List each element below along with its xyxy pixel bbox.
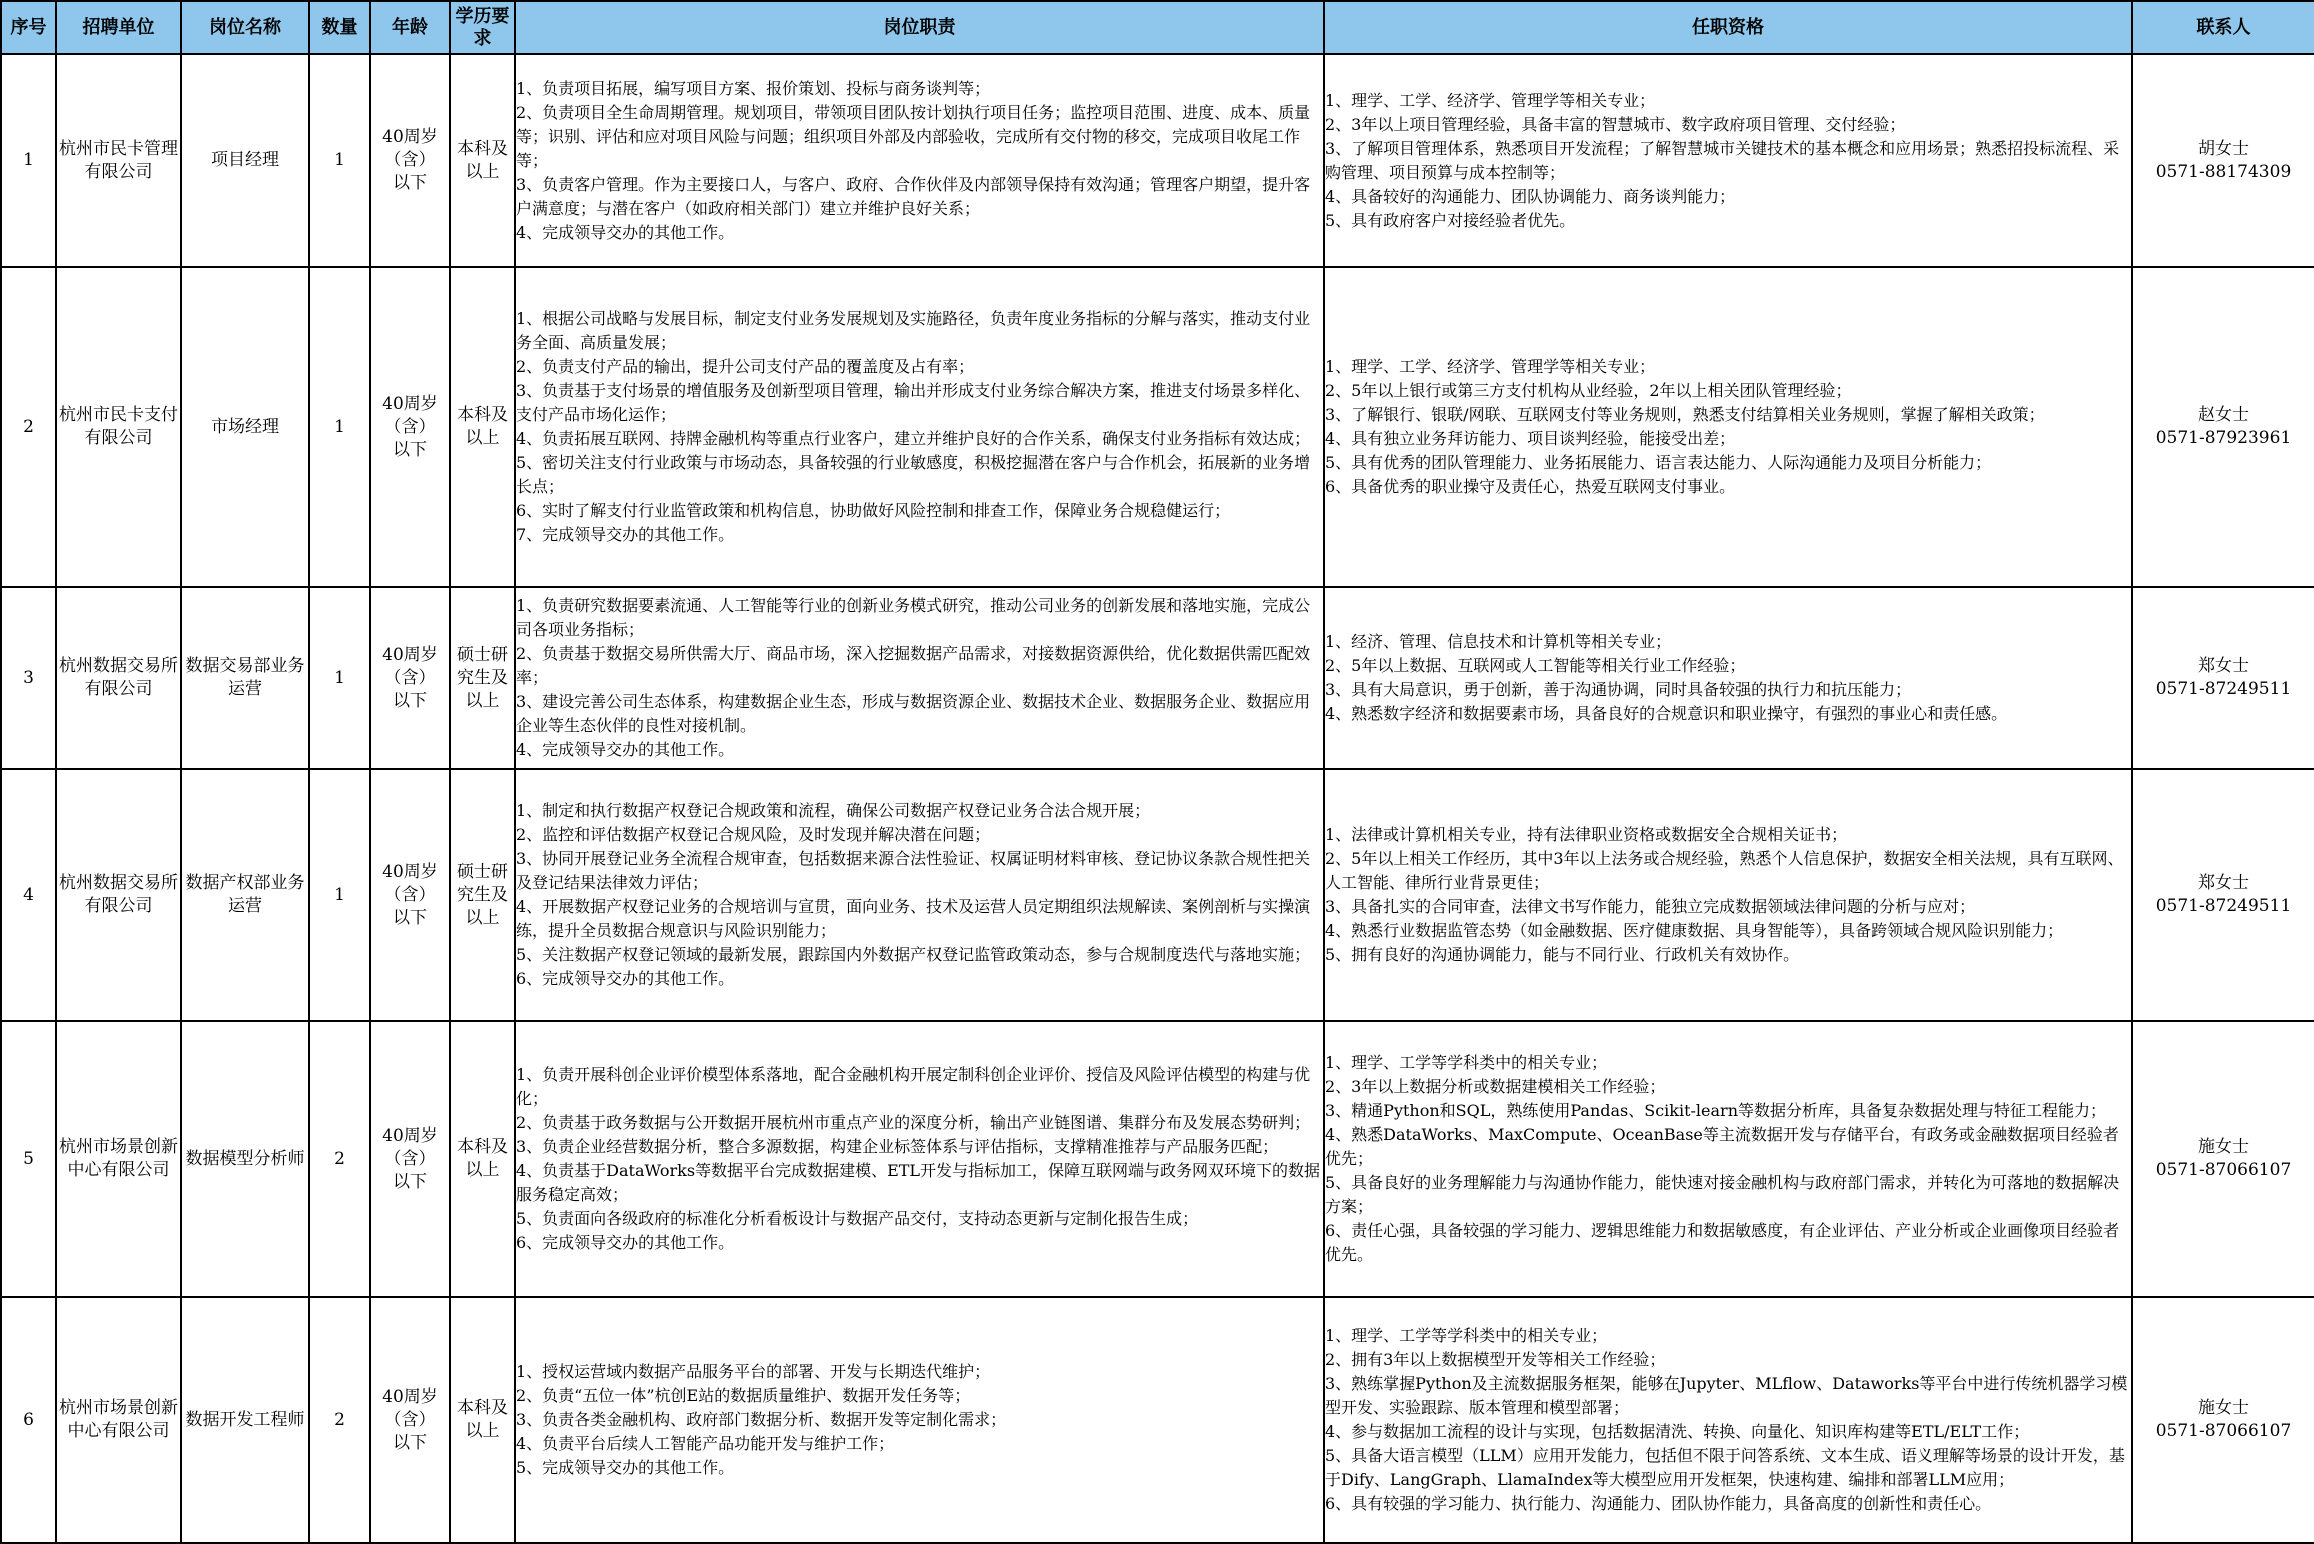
- header-qualifications: 任职资格: [1324, 1, 2132, 54]
- header-education: 学历要求: [450, 1, 515, 54]
- duty-item: 4、负责基于DataWorks等数据平台完成数据建模、ETL开发与指标加工，保障互联网端与政务网双环境下的数据服务稳定高效；: [516, 1161, 1321, 1204]
- qualification-item: 4、具备较好的沟通能力、团队协调能力、商务谈判能力；: [1325, 186, 1736, 206]
- duty-item: 2、监控和评估数据产权登记合规风险，及时发现并解决潜在问题；: [516, 825, 991, 844]
- cell-duties: [515, 1021, 1324, 1297]
- cell-count: 2: [309, 1021, 370, 1297]
- cell-contact: [2132, 587, 2314, 769]
- header-row: [1, 1, 2314, 54]
- table-row: [1, 267, 2314, 587]
- cell-contact: [2132, 267, 2314, 587]
- qualification-item: 2、拥有3年以上数据模型开发等相关工作经验；: [1325, 1350, 1666, 1369]
- table-row: [1, 1297, 2314, 1543]
- header-duties: 岗位职责: [515, 1, 1324, 54]
- qualification-item: 1、经济、管理、信息技术和计算机等相关专业；: [1325, 632, 1672, 651]
- header-count: 数量: [309, 1, 370, 54]
- qualification-item: 6、责任心强，具备较强的学习能力、逻辑思维能力和数据敏感度，有企业评估、产业分析或企业画像项目经验者优先。: [1325, 1221, 2120, 1264]
- cell-seq: 6: [1, 1297, 56, 1543]
- duty-item: 3、负责企业经营数据分析，整合多源数据，构建企业标签体系与评估指标，支撑精准推荐与产品服务匹配；: [516, 1137, 1279, 1156]
- cell-qualifications: [1324, 1297, 2132, 1543]
- duty-item: 5、负责面向各级政府的标准化分析看板设计与数据产品交付，支持动态更新与定制化报告生成；: [516, 1209, 1199, 1228]
- cell-education: 硕士研究生及以上: [450, 587, 515, 769]
- contact-phone: 0571-88174309: [2155, 161, 2292, 182]
- cell-unit: 杭州市场景创新中心有限公司: [56, 1297, 181, 1543]
- cell-education: 硕士研究生及以上: [450, 769, 515, 1021]
- header-seq: 序号: [1, 1, 56, 54]
- cell-position: 数据产权部业务运营: [181, 769, 309, 1021]
- contact-name: 施女士: [2198, 1398, 2249, 1418]
- duty-item: 4、完成领导交办的其他工作。: [516, 222, 735, 242]
- duty-item: 2、负责基于政务数据与公开数据开展杭州市重点产业的深度分析，输出产业链图谱、集群分布及发展态势研判；: [516, 1113, 1311, 1132]
- cell-seq: 2: [1, 267, 56, 587]
- duty-item: 4、负责平台后续人工智能产品功能开发与维护工作；: [516, 1434, 895, 1453]
- cell-seq: 4: [1, 769, 56, 1021]
- contact-name: 郑女士: [2198, 656, 2249, 676]
- header-age: 年龄: [370, 1, 450, 54]
- contact-name: 赵女士: [2198, 405, 2249, 425]
- cell-education: 本科及以上: [450, 1297, 515, 1543]
- cell-contact: [2132, 54, 2314, 267]
- header-unit: 招聘单位: [56, 1, 181, 54]
- cell-position: 市场经理: [181, 267, 309, 587]
- duty-item: 4、开展数据产权登记业务的合规培训与宣贯，面向业务、技术及运营人员定期组织法规解读、案例剖析与实操演练，提升全员数据合规意识与风险识别能力；: [516, 897, 1311, 940]
- cell-count: 1: [309, 267, 370, 587]
- cell-count: 1: [309, 54, 370, 267]
- qualification-item: 2、5年以上银行或第三方支付机构从业经验，2年以上相关团队管理经验；: [1325, 381, 1852, 400]
- duty-item: 6、实时了解支付行业监管政策和机构信息，协助做好风险控制和排查工作，保障业务合规稳健运行；: [516, 501, 1231, 520]
- duty-item: 3、负责客户管理。作为主要接口人，与客户、政府、合作伙伴及内部领导保持有效沟通；管理客户期望，提升客户满意度；与潜在客户（如政府相关部门）建立并维护良好关系；: [516, 174, 1311, 218]
- contact-phone: 0571-87249511: [2155, 896, 2292, 916]
- cell-unit: 杭州数据交易所有限公司: [56, 769, 181, 1021]
- cell-qualifications: [1324, 769, 2132, 1021]
- qualification-item: 5、具备良好的业务理解能力与沟通协作能力，能快速对接金融机构与政府部门需求，并转化为可落地的数据解决方案；: [1325, 1173, 2120, 1216]
- cell-position: 数据开发工程师: [181, 1297, 309, 1543]
- qualification-item: 3、具有大局意识，勇于创新，善于沟通协调，同时具备较强的执行力和抗压能力；: [1325, 680, 1912, 699]
- qualification-item: 4、参与数据加工流程的设计与实现，包括数据清洗、转换、向量化、知识库构建等ETL/ELT工作；: [1325, 1422, 2030, 1441]
- qualification-item: 3、具备扎实的合同审查，法律文书写作能力，能独立完成数据领域法律问题的分析与应对；: [1325, 897, 1976, 916]
- header-contact: 联系人: [2132, 1, 2314, 54]
- qualification-item: 6、具备优秀的职业操守及责任心，热爱互联网支付事业。: [1325, 477, 1736, 496]
- cell-qualifications: [1324, 1021, 2132, 1297]
- qualification-item: 4、熟悉DataWorks、MaxCompute、OceanBase等主流数据开发与存储平台，有政务或金融数据项目经验者优先；: [1325, 1125, 2119, 1168]
- cell-duties: [515, 587, 1324, 769]
- table-row: [1, 54, 2314, 267]
- cell-position: 数据交易部业务运营: [181, 587, 309, 769]
- duty-item: 3、建设完善公司生态体系，构建数据企业生态，形成与数据资源企业、数据技术企业、数据服务企业、数据应用企业等生态伙伴的良性对接机制。: [516, 692, 1311, 735]
- cell-count: 1: [309, 769, 370, 1021]
- contact-phone: 0571-87066107: [2155, 1421, 2292, 1441]
- contact-name: 施女士: [2198, 1137, 2249, 1157]
- qualification-item: 5、具有优秀的团队管理能力、业务拓展能力、语言表达能力、人际沟通能力及项目分析能力；: [1325, 453, 1992, 472]
- table-row: [1, 1021, 2314, 1297]
- cell-unit: 杭州市民卡支付有限公司: [56, 267, 181, 587]
- contact-phone: 0571-87923961: [2155, 428, 2292, 448]
- duty-item: 1、制定和执行数据产权登记合规政策和流程，确保公司数据产权登记业务合法合规开展；: [516, 801, 1151, 820]
- contact-phone: 0571-87249511: [2155, 679, 2292, 699]
- qualification-item: 6、具有较强的学习能力、执行能力、沟通能力、团队协作能力，具备高度的创新性和责任心。: [1325, 1494, 1992, 1513]
- qualification-item: 3、了解项目管理体系，熟悉项目开发流程；了解智慧城市关键技术的基本概念和应用场景；熟悉招投标流程、采购管理、项目预算与成本控制等；: [1325, 138, 2120, 182]
- qualification-item: 1、法律或计算机相关专业，持有法律职业资格或数据安全合规相关证书；: [1325, 825, 1848, 844]
- header-position: 岗位名称: [181, 1, 309, 54]
- duty-item: 1、负责项目拓展，编写项目方案、报价策划、投标与商务谈判等；: [516, 78, 991, 98]
- cell-education: 本科及以上: [450, 54, 515, 267]
- qualification-item: 3、精通Python和SQL，熟练使用Pandas、Scikit-learn等数据分析库，具备复杂数据处理与特征工程能力；: [1325, 1101, 2107, 1120]
- cell-contact: [2132, 1021, 2314, 1297]
- cell-duties: [515, 267, 1324, 587]
- qualification-item: 2、3年以上项目管理经验，具备丰富的智慧城市、数字政府项目管理、交付经验；: [1325, 114, 1906, 134]
- duty-item: 5、密切关注支付行业政策与市场动态，具备较强的行业敏感度，积极挖掘潜在客户与合作机会，拓展新的业务增长点；: [516, 453, 1311, 496]
- qualification-item: 5、具备大语言模型（LLM）应用开发能力，包括但不限于问答系统、文本生成、语义理解等场景的设计开发，基于Dify、LangGraph、LlamaIndex等大模型应用开发框架，快速构建、编排和部署LLM应用；: [1325, 1446, 2125, 1489]
- duty-item: 1、负责研究数据要素流通、人工智能等行业的创新业务模式研究，推动公司业务的创新发展和落地实施，完成公司各项业务指标；: [516, 596, 1311, 639]
- cell-age: 40周岁 （含） 以下: [370, 1297, 450, 1543]
- cell-age: 40周岁 （含） 以下: [370, 54, 450, 267]
- cell-position: 数据模型分析师: [181, 1021, 309, 1297]
- cell-qualifications: [1324, 54, 2132, 267]
- qualification-item: 5、拥有良好的沟通协调能力，能与不同行业、行政机关有效协作。: [1325, 945, 1800, 964]
- duty-item: 2、负责项目全生命周期管理。规划项目，带领项目团队按计划执行项目任务；监控项目范围、进度、成本、质量等；识别、评估和应对项目风险与问题；组织项目外部及内部验收，完成所有交付物的移交，完成项目收尾工作等；: [516, 102, 1311, 170]
- cell-age: 40周岁 （含） 以下: [370, 587, 450, 769]
- qualification-item: 2、5年以上数据、互联网或人工智能等相关行业工作经验；: [1325, 656, 1746, 675]
- qualification-item: 1、理学、工学等学科类中的相关专业；: [1325, 1053, 1608, 1072]
- cell-qualifications: [1324, 267, 2132, 587]
- qualification-item: 1、理学、工学等学科类中的相关专业；: [1325, 1326, 1608, 1345]
- qualification-item: 1、理学、工学、经济学、管理学等相关专业；: [1325, 357, 1656, 376]
- qualification-item: 2、5年以上相关工作经历，其中3年以上法务或合规经验，熟悉个人信息保护，数据安全相关法规，具有互联网、人工智能、律所行业背景更佳；: [1325, 849, 2124, 892]
- duty-item: 6、完成领导交办的其他工作。: [516, 969, 735, 988]
- cell-seq: 3: [1, 587, 56, 769]
- cell-duties: [515, 54, 1324, 267]
- duty-item: 7、完成领导交办的其他工作。: [516, 525, 735, 544]
- duty-item: 1、负责开展科创企业评价模型体系落地，配合金融机构开展定制科创企业评价、授信及风险评估模型的构建与优化；: [516, 1065, 1311, 1108]
- duty-item: 4、完成领导交办的其他工作。: [516, 740, 735, 759]
- cell-contact: [2132, 769, 2314, 1021]
- duty-item: 3、负责各类金融机构、政府部门数据分析、数据开发等定制化需求；: [516, 1410, 1007, 1429]
- cell-age: 40周岁 （含） 以下: [370, 769, 450, 1021]
- qualification-item: 1、理学、工学、经济学、管理学等相关专业；: [1325, 90, 1656, 110]
- cell-unit: 杭州市民卡管理有限公司: [56, 54, 181, 267]
- cell-education: 本科及以上: [450, 1021, 515, 1297]
- cell-seq: 5: [1, 1021, 56, 1297]
- duty-item: 5、完成领导交办的其他工作。: [516, 1458, 735, 1477]
- duty-item: 1、授权运营域内数据产品服务平台的部署、开发与长期迭代维护；: [516, 1362, 991, 1381]
- contact-name: 郑女士: [2198, 873, 2249, 893]
- duty-item: 5、关注数据产权登记领域的最新发展，跟踪国内外数据产权登记监管政策动态，参与合规制度迭代与落地实施；: [516, 945, 1311, 964]
- cell-duties: [515, 769, 1324, 1021]
- table-row: [1, 587, 2314, 769]
- cell-position: 项目经理: [181, 54, 309, 267]
- contact-name: 胡女士: [2198, 138, 2249, 159]
- duty-item: 4、负责拓展互联网、持牌金融机构等重点行业客户，建立并维护良好的合作关系，确保支付业务指标有效达成；: [516, 429, 1311, 448]
- cell-age: 40周岁 （含） 以下: [370, 1021, 450, 1297]
- cell-contact: [2132, 1297, 2314, 1543]
- cell-unit: 杭州数据交易所有限公司: [56, 587, 181, 769]
- contact-phone: 0571-87066107: [2155, 1160, 2292, 1180]
- qualification-item: 4、具有独立业务拜访能力、项目谈判经验，能接受出差；: [1325, 429, 1736, 448]
- cell-age: 40周岁 （含） 以下: [370, 267, 450, 587]
- duty-item: 2、负责基于数据交易所供需大厅、商品市场，深入挖掘数据产品需求，对接数据资源供给，优化数据供需匹配效率；: [516, 644, 1311, 687]
- qualification-item: 3、熟练掌握Python及主流数据服务框架，能够在Jupyter、MLflow、Dataworks等平台中进行传统机器学习模型开发、实验跟踪、版本管理和模型部署；: [1325, 1374, 2128, 1417]
- qualification-item: 3、了解银行、银联/网联、互联网支付等业务规则，熟悉支付结算相关业务规则，掌握了解相关政策；: [1325, 405, 2045, 424]
- duty-item: 2、负责支付产品的输出，提升公司支付产品的覆盖度及占有率；: [516, 357, 975, 376]
- table-row: [1, 769, 2314, 1021]
- qualification-item: 4、熟悉行业数据监管态势（如金融数据、医疗健康数据、具身智能等），具备跨领域合规风险识别能力；: [1325, 921, 2064, 940]
- duty-item: 3、负责基于支付场景的增值服务及创新型项目管理，输出并形成支付业务综合解决方案，推进支付场景多样化、支付产品市场化运作；: [516, 381, 1311, 424]
- cell-unit: 杭州市场景创新中心有限公司: [56, 1021, 181, 1297]
- duty-item: 1、根据公司战略与发展目标，制定支付业务发展规划及实施路径，负责年度业务指标的分解与落实，推动支付业务全面、高质量发展；: [516, 309, 1311, 352]
- cell-seq: 1: [1, 54, 56, 267]
- cell-education: 本科及以上: [450, 267, 515, 587]
- duty-item: 6、完成领导交办的其他工作。: [516, 1233, 735, 1252]
- qualification-item: 5、具有政府客户对接经验者优先。: [1325, 210, 1576, 230]
- duty-item: 2、负责“五位一体”杭创E站的数据质量维护、数据开发任务等；: [516, 1386, 971, 1405]
- cell-count: 1: [309, 587, 370, 769]
- cell-qualifications: [1324, 587, 2132, 769]
- qualification-item: 2、3年以上数据分析或数据建模相关工作经验；: [1325, 1077, 1666, 1096]
- qualification-item: 4、熟悉数字经济和数据要素市场，具备良好的合规意识和职业操守，有强烈的事业心和责任感。: [1325, 704, 2008, 723]
- cell-count: 2: [309, 1297, 370, 1543]
- cell-duties: [515, 1297, 1324, 1543]
- duty-item: 3、协同开展登记业务全流程合规审查，包括数据来源合法性验证、权属证明材料审核、登记协议条款合规性把关及登记结果法律效力评估；: [516, 849, 1311, 892]
